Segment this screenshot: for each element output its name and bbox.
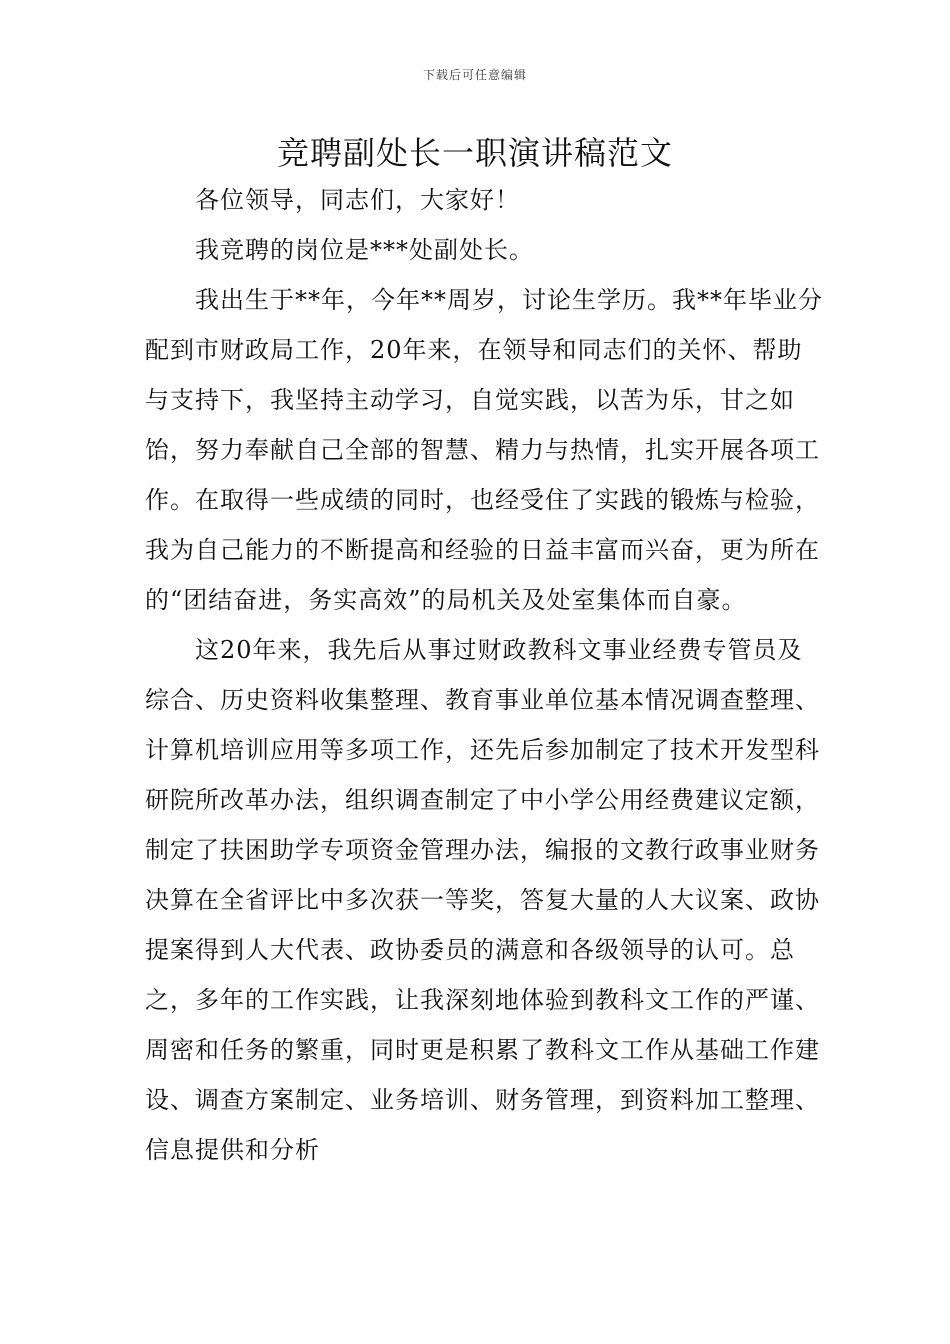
greeting-paragraph: 各位领导，同志们，大家好！ xyxy=(195,186,520,214)
header-note: 下载后可任意编辑 xyxy=(422,68,527,82)
document-body xyxy=(145,175,825,1175)
position-paragraph: 我竞聘的岗位是***处副处长。 xyxy=(195,236,534,264)
experience-paragraph: 这20年来，我先后从事过财政教科文事业经费专管员及综合、历史资料收集整理、教育事业单位基本情况调查整理、计算机培训应用等多项工作，还先后参加制定了技术开发型科研院所改革办法，组织调查制定了中小学公用经费建议定额，制定了扶困助学专项资金管理办法，编报的文教行政事业财务决算在全省评比中多次获一等奖，答复大量的人大议案、政协提案得到人大代表、政协委员的满意和各级领导的认可。总之，多年的工作实践，让我深刻地体验到教科文工作的严谨、周密和任务的繁重，同时更是积累了教科文工作从基础工作建设、调查方案制定、业务培训、财务管理，到资料加工整理、信息提供和分析 xyxy=(145,636,820,1164)
background-paragraph: 我出生于**年，今年**周岁，讨论生学历。我**年毕业分配到市财政局工作，20年来，在领导和同志们的关怀、帮助与支持下，我坚持主动学习，自觉实践，以苦为乐，甘之如饴，努力奉献自己全部的智慧、精力与热情，扎实开展各项工作。在取得一些成绩的同时，也经受住了实践的锻炼与检验，我为自己能力的不断提高和经验的日益丰富而兴奋，更为所在的“团结奋进，务实高效”的局机关及处室集体而自豪。 xyxy=(145,286,823,614)
document-title: 竞聘副处长一职演讲稿范文 xyxy=(276,134,673,172)
